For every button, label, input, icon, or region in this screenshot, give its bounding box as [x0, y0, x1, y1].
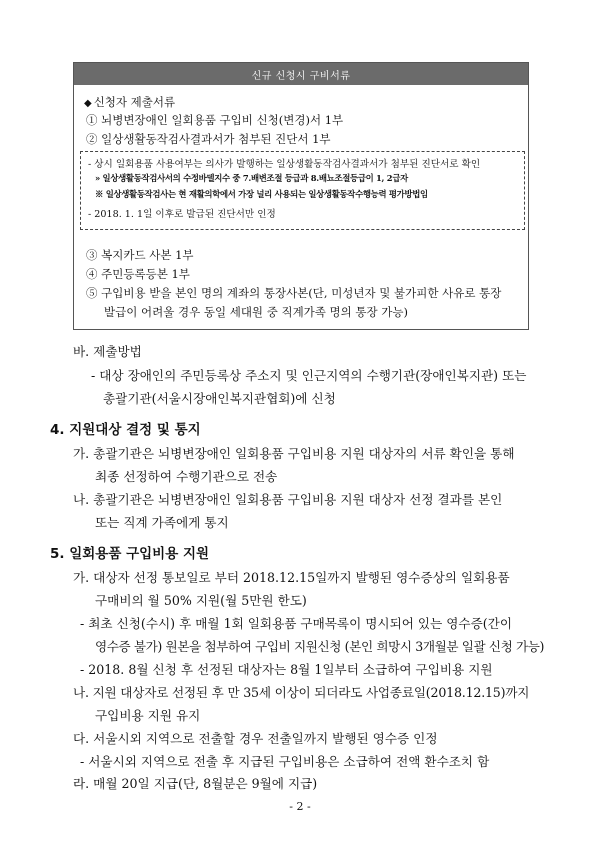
box-item-2: ② 일상생활동작검사결과서가 첨부된 진단서 1부	[86, 132, 331, 146]
submission-line-2: 총괄기관(서울시장애인복지관협회)에 신청	[103, 391, 336, 406]
diamond-bullet-icon: ◆	[84, 98, 92, 109]
box-item-4: ④ 주민등록등본 1부	[86, 267, 190, 281]
section-4-a-line2: 최종 선정하여 수행기관으로 전송	[95, 469, 278, 484]
box-item-5-line2: 발급이 어려울 경우 동일 세대원 중 직계가족 명의 통장 가능)	[104, 305, 408, 319]
section-5-d-line1: 라. 매월 20일 지급(단, 8월분은 9월에 지급)	[73, 776, 318, 791]
submission-line-1: - 대상 장애인의 주민등록상 주소지 및 인근지역의 수행기관(장애인복지관) 또는	[91, 368, 527, 383]
section-5-title: 5. 일회용품 구입비용 지원	[50, 546, 210, 562]
section-5-a-line2: 구매비의 월 50% 지원(월 5만원 한도)	[95, 593, 307, 608]
box-item-1: ① 뇌병변장애인 일회용품 구입비 신청(변경)서 1부	[86, 113, 344, 127]
note-line-1: - 상시 일회용품 사용여부는 의사가 발행하는 일상생활동작검사결과서가 첨부된 진단서로 확인	[88, 159, 481, 170]
box-item-5-line1: ⑤ 구입비용 받을 본인 명의 계좌의 통장사본(단, 미성년자 및 불가피한 사유로 통장	[86, 286, 502, 300]
box-section-title-row	[84, 94, 175, 110]
submission-title: 바. 제출방법	[73, 344, 142, 359]
box-item-3: ③ 복지카드 사본 1부	[86, 248, 194, 262]
section-5-a-line5: - 2018. 8월 신청 후 선정된 대상자는 8월 1일부터 소급하여 구입비용 지원	[80, 662, 493, 677]
section-4-b-line1: 나. 총괄기관은 뇌병변장애인 일회용품 구입비용 지원 대상자 선정 결과를 본인	[73, 492, 503, 507]
box-header: 신규 신청시 구비서류	[74, 63, 528, 85]
section-5-a-line3: - 최초 신청(수시) 후 매월 1회 일회용품 구매목록이 명시되어 있는 영수증(간이	[80, 616, 513, 631]
section-5-a-line1: 가. 대상자 선정 통보일로 부터 2018.12.15일까지 발행된 영수증상의 일회용품	[73, 570, 510, 585]
section-4-title: 4. 지원대상 결정 및 통지	[50, 422, 201, 438]
box-section-title: 신청자 제출서류	[93, 95, 176, 109]
section-5-c-line1: 다. 서울시외 지역으로 전출할 경우 전출일까지 발행된 영수증 인정	[73, 731, 438, 746]
section-4-b-line2: 또는 직계 가족에게 통지	[95, 515, 229, 530]
section-5-a-line4: 영수증 불가) 원본을 첨부하여 구입비 지원신청 (본인 희망시 3개월분 일괄 신청 가능)	[95, 639, 545, 654]
diagnosis-note-box	[80, 151, 525, 230]
section-5-b-line2: 구입비용 지원 유지	[95, 708, 201, 723]
note-line-4: - 2018. 1. 1일 이후로 발급된 진단서만 인정	[88, 209, 276, 220]
note-line-2: » 일상생활동작검사서의 수정바델지수 중 7.배변조절 등급과 8.배뇨조절등급이 1, 2급자	[95, 173, 408, 183]
note-line-3: ※ 일상생활동작검사는 현 재활의학에서 가장 널리 사용되는 일상생활동작수행능력 평가방법임	[95, 189, 428, 199]
section-5-c-line2: - 서울시외 지역으로 전출 후 지급된 구입비용은 소급하여 전액 환수조치 함	[80, 754, 490, 769]
page-number: - 2 -	[289, 800, 311, 813]
section-4-a-line1: 가. 총괄기관은 뇌병변장애인 일회용품 구입비용 지원 대상자의 서류 확인을 통해	[73, 446, 515, 461]
section-5-b-line1: 나. 지원 대상자로 선정된 후 만 35세 이상이 되더라도 사업종료일(2018.12.15)까지	[73, 685, 530, 700]
